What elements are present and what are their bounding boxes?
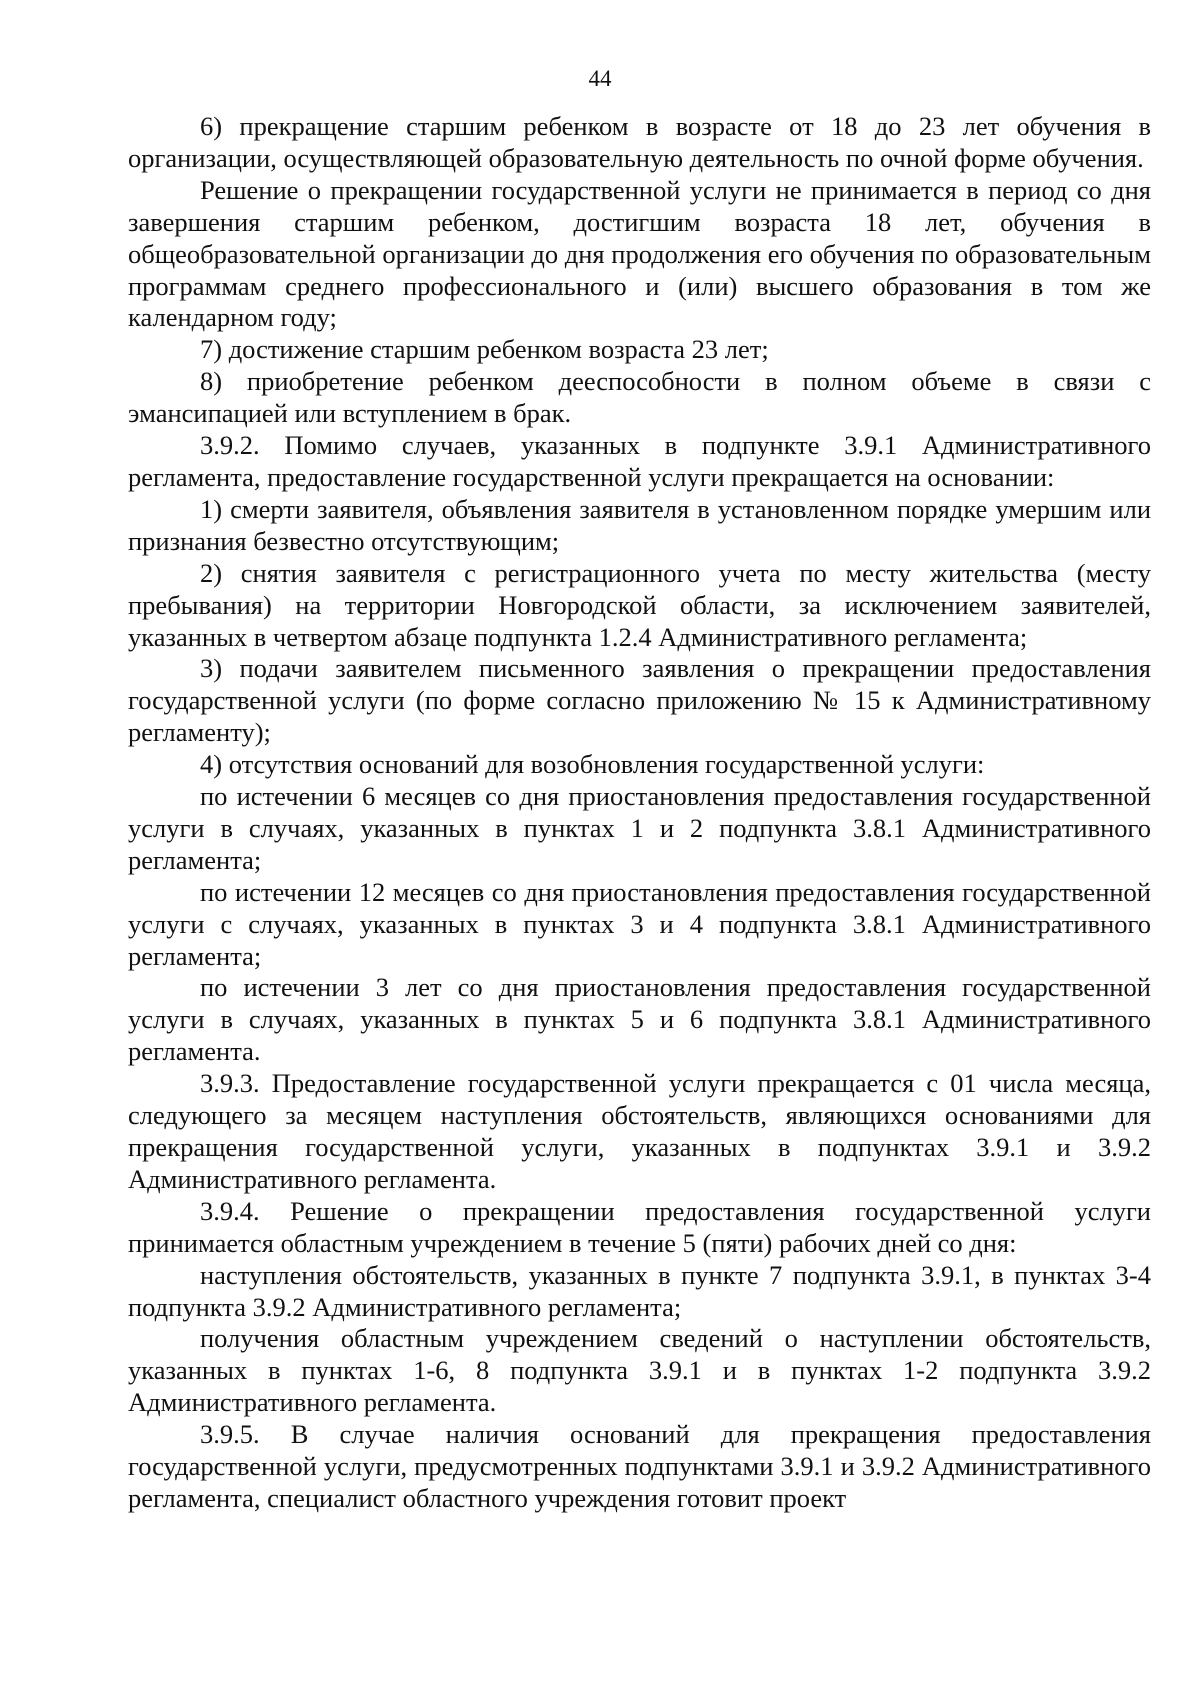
paragraph: по истечении 12 месяцев со дня приостановления предоставления государственной услуги с случаях, указанных в пунктах 3 и 4 подпункта 3.8.1 Административного регламента;	[128, 876, 1151, 971]
paragraph: 4) отсутствия оснований для возобновления государственной услуги:	[200, 749, 985, 780]
paragraph: 3.9.3. Предоставление государственной услуги прекращается с 01 числа месяца, следующего за месяцем наступления обстоятельств, являющихся основаниями для прекращения государственной услуги, указанных в подпунктах 3.9.1 и 3.9.2 Административного регламента.	[128, 1068, 1151, 1194]
paragraph: по истечении 6 месяцев со дня приостановления предоставления государственной услуги в случаях, указанных в пунктах 1 и 2 подпункта 3.8.1 Административного регламента;	[128, 781, 1151, 875]
paragraph: 3.9.2. Помимо случаев, указанных в подпункте 3.9.1 Административного регламента, предоставление государственной услуги прекращается на основании:	[128, 430, 1151, 492]
paragraph: 1) смерти заявителя, объявления заявителя в установленном порядке умершим или признания безвестно отсутствующим;	[128, 493, 1151, 556]
paragraph: 3.9.5. В случае наличия оснований для прекращения предоставления государственной услуги, предусмотренных подпунктами 3.9.1 и 3.9.2 Административного регламента, специалист областного учреждения готовит проект	[128, 1419, 1151, 1513]
paragraph: 3) подачи заявителем письменного заявления о прекращении предоставления государственной услуги (по форме согласно приложению № 15 к Административному регламенту);	[128, 653, 1151, 748]
paragraph: наступления обстоятельств, указанных в пункте 7 подпункта 3.9.1, в пунктах 3-4 подпункта 3.9.2 Административного регламента;	[128, 1259, 1151, 1322]
paragraph: 8) приобретение ребенком дееспособности в полном объеме в связи с эмансипацией или вступлением в брак.	[128, 366, 1151, 429]
paragraph: по истечении 3 лет со дня приостановления предоставления государственной услуги в случаях, указанных в пунктах 5 и 6 подпункта 3.8.1 Административного регламента.	[128, 972, 1151, 1067]
page-number: 44	[588, 66, 612, 91]
paragraph: 3.9.4. Решение о прекращении предоставления государственной услуги принимается областным учреждением в течение 5 (пяти) рабочих дней со дня:	[128, 1195, 1151, 1258]
paragraph: 2) снятия заявителя с регистрационного учета по месту жительства (месту пребывания) на территории Новгородской области, за исключением заявителей, указанных в четвертом абзаце подпункта 1.2.4 Административного регламента;	[128, 557, 1151, 652]
paragraph: получения областным учреждением сведений о наступлении обстоятельств, указанных в пунктах 1-6, 8 подпункта 3.9.1 и в пунктах 1-2 подпункта 3.9.2 Административного регламента.	[128, 1323, 1151, 1418]
document-body	[128, 111, 1151, 1515]
paragraph: Решение о прекращении государственной услуги не принимается в период со дня завершения старшим ребенком, достигшим возраста 18 лет, обучения в общеобразовательной организации до дня продолжения его обучения по образовательным программам среднего профессионального и (или) высшего образования в том же календарном году;	[128, 174, 1151, 333]
paragraph: 7) достижение старшим ребенком возраста 23 лет;	[200, 334, 769, 365]
paragraph: 6) прекращение старшим ребенком в возрасте от 18 до 23 лет обучения в организации, осуществляющей образовательную деятельность по очной форме обучения.	[128, 111, 1151, 173]
